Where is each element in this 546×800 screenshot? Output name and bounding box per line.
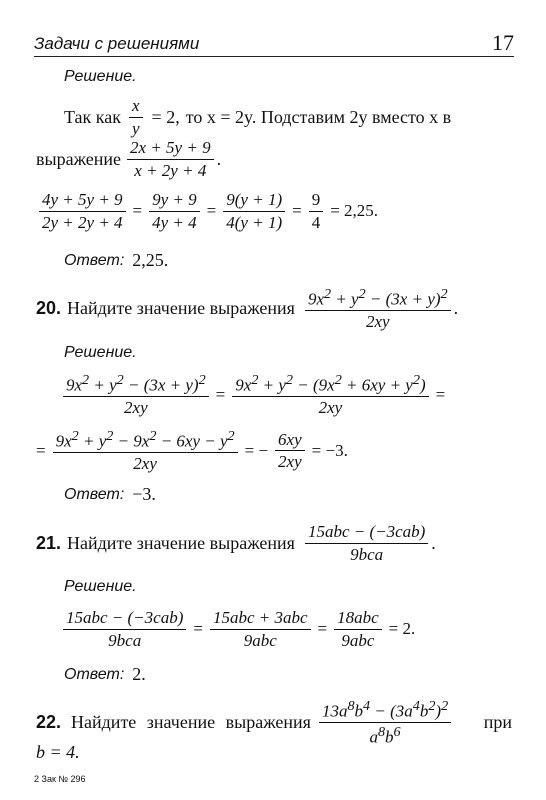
problem-22-continued: b = 4. [36,742,80,762]
p19-equation: $\frac{4y + 5y + 9}{2y + 2y + 4}$ = $\frac{9y + 9}{4y + 4}$ = $\frac{9(y + 1)}{4(y + 1)}$ = $\frac{9}{4}$ = 2,25. [36,190,382,232]
p20-answer [64,484,156,505]
p19-line1 [64,96,451,138]
fraction: $\frac{6xy}{2xy}$ [275,430,305,472]
fraction: $\frac{4y + 5y + 9}{2y + 2y + 4}$ [39,190,126,232]
p19-text: то x = 2y. Подставим 2y вместо x в [185,106,452,127]
fraction-expression: $\frac{2x + 5y + 9}{x + 2y + 4}$ [127,138,214,180]
answer-label: Ответ: [64,665,125,683]
problem-prompt: Найдите значение выражения [67,532,295,553]
problem-21: 21. Найдите значение выражения $\frac{\text{15abc − (−3cab)}}{\text{9bca}}$ . [36,522,436,564]
p19-text: Так как [64,106,121,127]
fraction: $\frac{9x^2 + y^2 - (3x + y)^2}{2xy}$ [63,372,209,418]
problem-number: 22. [36,712,62,733]
problem-number: 21. [36,532,62,553]
answer-label: Ответ: [64,251,125,269]
problem-20: 20. Найдите значение выражения $\frac{9x^2 + y^2 - (3x + y)^2}{2xy}$ . [36,286,459,332]
answer-value: 2,25. [132,250,169,270]
fraction-expression: $\frac{13a^8b^4 - (3a^4b^2)^2}{a^8b^6}$ [319,698,451,747]
solution-label: Решение. [64,578,137,595]
solution-label: Решение. [64,344,137,361]
problem-prompt: Найдите значение выражения [71,712,311,733]
fraction-x-over-y: $\frac{x}{y}$ [129,96,143,138]
p21-equation: $\frac{\text{15abc − (−3cab)}}{\text{9bca}}$ = $\frac{\text{15abc + 3abc}}{\text{9abc}}$ = $\frac{\text{18abc}}{\text{9abc}}$ = 2. [60,608,419,650]
p19-answer [64,250,168,271]
p20-equation-2: = $\frac{9x^2 + y^2 - 9x^2 - 6xy - y^2}{2xy}$ = − $\frac{6xy}{2xy}$ = −3. [36,428,348,474]
solution-label: Решение. [64,68,137,85]
page-number: 17 [492,30,514,55]
fraction: $\frac{9y + 9}{4y + 4}$ [149,190,200,232]
running-title: Задачи с решениями [34,34,200,53]
page-header [34,30,514,60]
p19-text: = 2, [151,106,180,127]
fraction: $\frac{\text{18abc}}{\text{9abc}}$ [334,608,382,650]
p19-text: выражение [36,148,122,169]
fraction-expression: $\frac{\text{15abc − (−3cab)}}{\text{9bca}}$ [305,522,428,564]
fraction-expression: $\frac{9x^2 + y^2 - (3x + y)^2}{2xy}$ [305,286,451,332]
p21-answer [64,664,146,685]
fraction: $\frac{9(y + 1)}{4(y + 1)}$ [223,190,285,232]
problem-number: 20. [36,298,62,319]
fraction: $\frac{\text{15abc − (−3cab)}}{\text{9bca}}$ [63,608,186,650]
fraction: $\frac{9}{4}$ [309,190,324,232]
page-footer: 2 Зак № 296 [34,774,86,784]
answer-value: 2. [132,664,146,684]
fraction: $\frac{9x^2 + y^2 - 9x^2 - 6xy - y^2}{2xy}$ [53,428,238,474]
header-rule [34,56,514,57]
fraction: $\frac{9x^2 + y^2 - (9x^2 + 6xy + y^2)}{2xy}$ [232,372,428,418]
problem-22 [36,698,512,747]
problem-suffix: при [483,712,512,733]
p20-equation-1: $\frac{9x^2 + y^2 - (3x + y)^2}{2xy}$ = $\frac{9x^2 + y^2 - (9x^2 + 6xy + y^2)}{2xy}$ = [60,372,449,418]
answer-label: Ответ: [64,485,125,503]
fraction: $\frac{\text{15abc + 3abc}}{\text{9abc}}$ [210,608,311,650]
p19-line2: выражение $\frac{2x + 5y + 9}{x + 2y + 4}$ . [36,138,222,180]
problem-prompt: Найдите значение выражения [67,298,295,319]
answer-value: −3. [132,484,156,504]
